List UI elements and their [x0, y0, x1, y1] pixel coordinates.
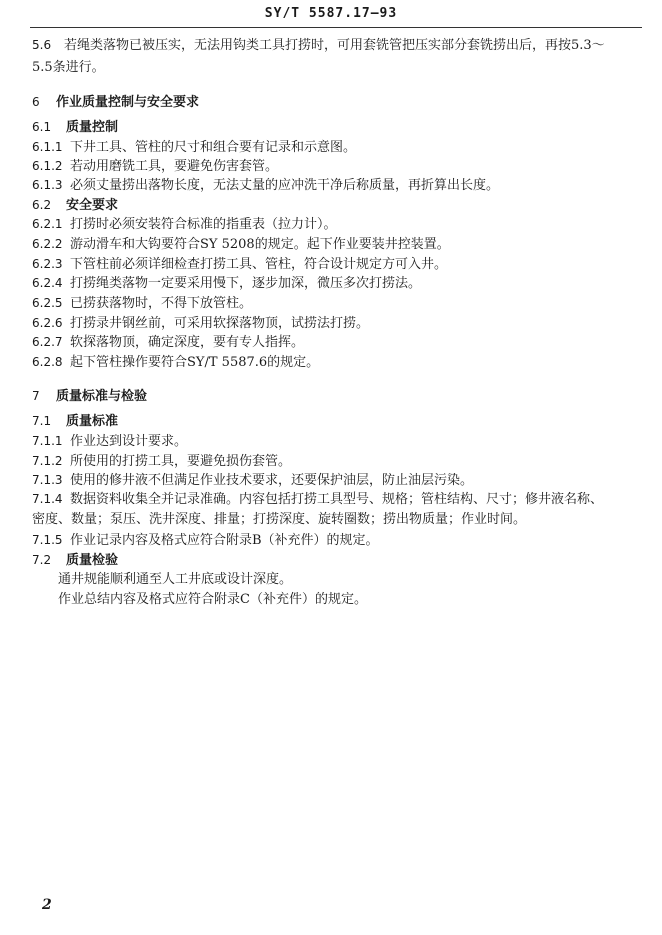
page-number: 2: [42, 897, 52, 913]
paragraph-7-2-a: [58, 571, 292, 589]
running-header: SY/T 5587.17—93: [264, 6, 398, 21]
clause-6-2-5: [32, 294, 252, 313]
clause-text: 打捞时必须安装符合标准的指重表（拉力计）。: [70, 217, 337, 232]
clause-number: 6.2.6: [32, 316, 63, 330]
clause-text: 5.5条进行。: [32, 60, 105, 75]
clause-text: 下管柱前必须详细检查打捞工具、管柱，符合设计规定方可入井。: [70, 257, 448, 272]
section-6-2-heading: [32, 196, 118, 215]
section-title: 安全要求: [66, 198, 119, 213]
clause-number: 7.1.4: [32, 492, 63, 506]
section-number: 7.2: [32, 553, 52, 567]
section-7-2-heading: [32, 551, 118, 570]
clause-6-2-6: [32, 314, 369, 333]
clause-7-1-4-continued: [32, 511, 526, 529]
section-7-1-heading: [32, 412, 118, 431]
section-title: 质量标准: [66, 414, 119, 429]
paragraph-text: 作业总结内容及格式应符合附录C（补充件）的规定。: [58, 592, 367, 607]
clause-number: 6.2.2: [32, 237, 63, 251]
clause-number: 6.2.1: [32, 217, 63, 231]
clause-7-1-3: [32, 471, 473, 490]
clause-text: 起下管柱操作要符合SY/T 5587.6的规定。: [70, 355, 320, 370]
clause-number: 6.2.8: [32, 355, 63, 369]
clause-text: 游动滑车和大钩要符合SY 5208的规定。起下作业要装井控装置。: [70, 237, 450, 252]
section-number: 7: [32, 389, 40, 403]
clause-text: 打捞绳类落物一定要采用慢下，逐步加深，微压多次打捞法。: [70, 276, 422, 291]
clause-text: 密度、数量；泵压、洗井深度、排量；打捞深度、旋转圈数；捞出物质量；作业时间。: [32, 512, 527, 527]
clause-number: 6.1.1: [32, 140, 63, 154]
clause-6-1-3: [32, 176, 499, 195]
clause-number: 6.2.5: [32, 296, 63, 310]
clause-number: 6.2.4: [32, 276, 63, 290]
section-6-1-heading: [32, 118, 118, 137]
section-title: 质量控制: [66, 120, 119, 135]
clause-7-1-1: [32, 432, 187, 451]
section-title: 作业质量控制与安全要求: [56, 95, 200, 110]
clause-6-2-3: [32, 255, 447, 274]
clause-text: 作业记录内容及格式应符合附录B（补充件）的规定。: [70, 533, 379, 548]
clause-text: 使用的修井液不但满足作业技术要求，还要保护油层，防止油层污染。: [70, 473, 474, 488]
clause-text: 已捞获落物时，不得下放管柱。: [70, 296, 253, 311]
section-title: 质量标准与检验: [56, 389, 148, 404]
clause-number: 6.1.3: [32, 178, 63, 192]
clause-text: 下井工具、管柱的尺寸和组合要有记录和示意图。: [70, 140, 357, 155]
clause-5-6-continued: [32, 59, 105, 77]
clause-5-6: [32, 36, 605, 55]
clause-text: 所使用的打捞工具，要避免损伤套管。: [70, 454, 292, 469]
clause-number: 7.1.3: [32, 473, 63, 487]
clause-6-1-1: [32, 138, 356, 157]
section-number: 7.1: [32, 414, 52, 428]
clause-number: 6.2.3: [32, 257, 63, 271]
section-number: 6.1: [32, 120, 52, 134]
header-rule: [30, 27, 642, 28]
clause-number: 6.2.7: [32, 335, 63, 349]
clause-7-1-5: [32, 531, 379, 550]
paragraph-text: 通井规能顺利通至人工井底或设计深度。: [58, 572, 293, 587]
clause-6-2-1: [32, 215, 337, 234]
clause-number: 7.1.5: [32, 533, 63, 547]
clause-7-1-4: [32, 490, 603, 509]
clause-6-2-4: [32, 274, 421, 293]
clause-number: 5.6: [32, 38, 52, 52]
section-number: 6: [32, 95, 40, 109]
clause-text: 必须丈量捞出落物长度，无法丈量的应冲洗干净后称质量，再折算出长度。: [70, 178, 500, 193]
clause-number: 7.1.2: [32, 454, 63, 468]
clause-text: 数据资料收集全并记录准确。内容包括打捞工具型号、规格；管柱结构、尺寸；修井液名称、: [70, 492, 604, 507]
clause-6-1-2: [32, 157, 278, 176]
clause-text: 打捞录井钢丝前，可采用软探落物顶，试捞法打捞。: [70, 316, 370, 331]
clause-number: 7.1.1: [32, 434, 63, 448]
section-number: 6.2: [32, 198, 52, 212]
section-7-heading: [32, 387, 147, 406]
paragraph-7-2-b: [58, 591, 367, 609]
clause-text: 软探落物顶，确定深度，要有专人指挥。: [70, 335, 305, 350]
clause-6-2-7: [32, 333, 304, 352]
section-6-heading: [32, 93, 199, 112]
clause-7-1-2: [32, 452, 291, 471]
clause-6-2-2: [32, 235, 450, 254]
clause-number: 6.1.2: [32, 159, 63, 173]
clause-text: 作业达到设计要求。: [70, 434, 188, 449]
clause-text: 若动用磨铣工具，要避免伤害套管。: [70, 159, 279, 174]
clause-text: 若绳类落物已被压实，无法用钩类工具打捞时，可用套铣管把压实部分套铣捞出后，再按5.3～: [64, 38, 605, 53]
section-title: 质量检验: [66, 553, 119, 568]
clause-6-2-8: [32, 353, 319, 372]
